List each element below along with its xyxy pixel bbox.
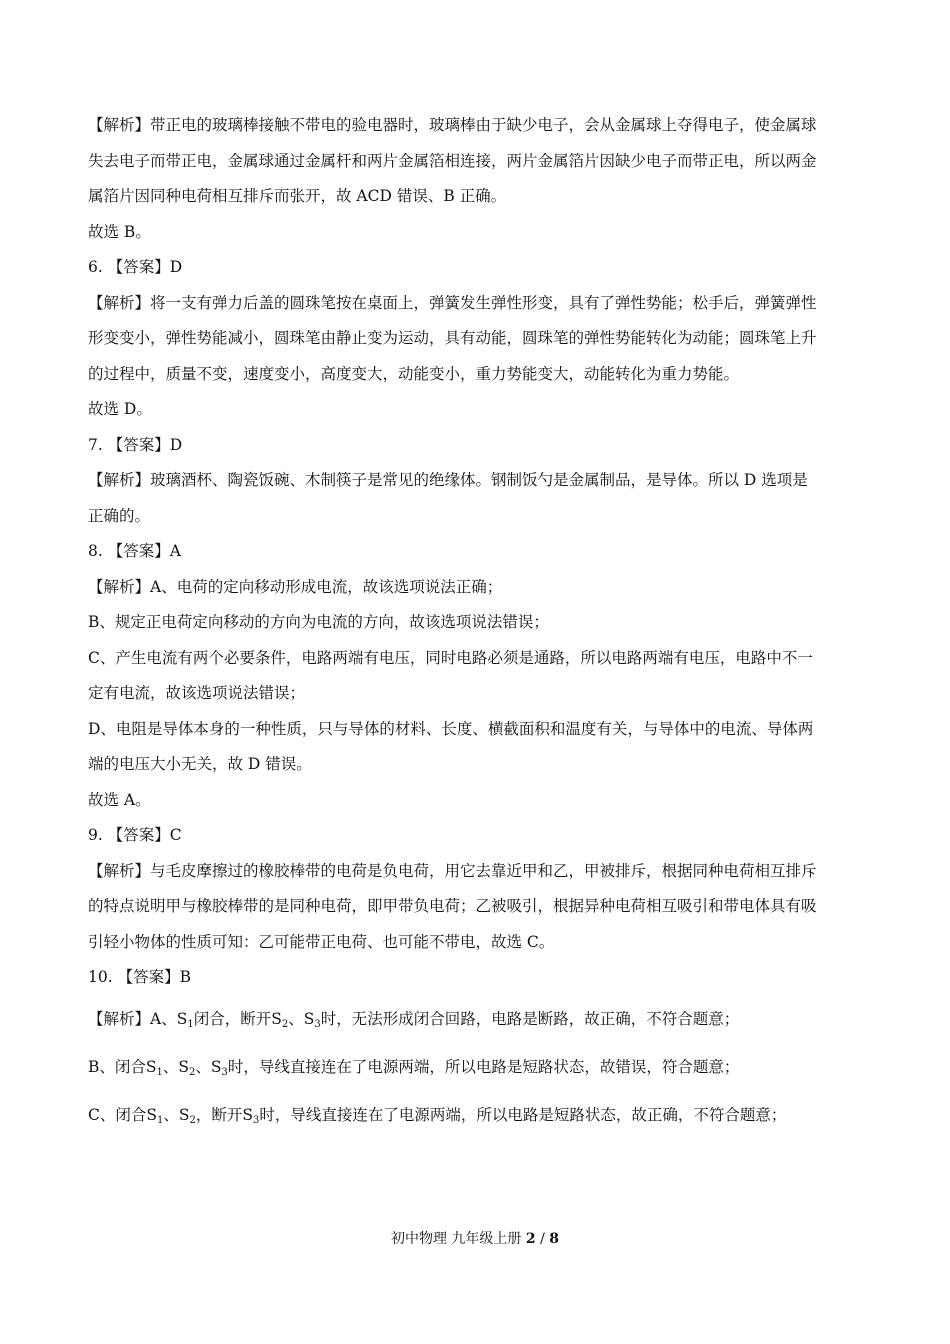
text-line: 故选 D。: [88, 400, 152, 418]
text-line: 的特点说明甲与橡胶棒带的是同种电荷，即甲带负电荷；乙被吸引，根据异种电荷相互吸引和带电体具有吸: [88, 897, 817, 915]
text-line: 故选 A。: [88, 790, 151, 809]
page-separator: /: [535, 1231, 550, 1247]
text-line: 故选 B。: [88, 222, 151, 241]
text-line: 引轻小物体的性质可知：乙可能带正电荷、也可能不带电，故选 C。: [88, 932, 555, 951]
text-line: 【解析】带正电的玻璃棒接触不带电的验电器时，玻璃棒由于缺少电子，会从金属球上夺得电子，使金属球: [88, 116, 817, 134]
text-line: 的过程中，质量不变，速度变小，高度变大，动能变小，重力势能变大，动能转化为重力势能。: [88, 364, 740, 383]
page-total: 8: [549, 1231, 560, 1247]
text-line: 【解析】与毛皮摩擦过的橡胶棒带的电荷是负电荷，用它去靠近甲和乙，甲被排斥，根据同种电荷相互排斥: [88, 861, 817, 880]
text-line: 【解析】玻璃酒杯、陶瓷饭碗、木制筷子是常见的绝缘体。钢制饭勺是金属制品，是导体。所以 D 选项是: [88, 471, 808, 489]
answer-heading: 8. 【答案】A: [88, 542, 181, 560]
answer-heading: 10. 【答案】B: [88, 968, 191, 986]
text-line: 【解析】A、电荷的定向移动形成电流，故该选项说法正确；: [88, 577, 503, 596]
text-line: 失去电子而带正电，金属球通过金属杆和两片金属箔相连接，两片金属箔片因缺少电子而带正电，所以两金: [88, 151, 817, 170]
text-line-q10-a: 【解析】A、$S_1$闭合，断开$S_2$、$S_3$时，无法形成闭合回路，电路是断路，故正确，不符合题意；: [88, 1010, 740, 1030]
text-line: 属箔片因同种电荷相互排斥而张开，故 ACD 错误、B 正确。: [88, 187, 507, 205]
text-line: C、产生电流有两个必要条件，电路两端有电压，同时电路必须是通路，所以电路两端有电压，电路中不一: [88, 648, 813, 667]
page-footer: [0, 1230, 950, 1248]
text-line-q10-c: C、闭合$S_1$、$S_2$，断开$S_3$时，导线直接连在了电源两端，所以电路是短路状态，故正确，不符合题意；: [88, 1106, 787, 1126]
text-line: 正确的。: [88, 506, 151, 525]
answer-heading: 6. 【答案】D: [88, 258, 183, 276]
text-line: B、规定正电荷定向移动的方向为电流的方向，故该选项说法错误；: [88, 613, 549, 631]
document-body: [88, 116, 864, 1130]
text-line: 端的电压大小无关，故 D 错误。: [88, 755, 312, 773]
page-number: 2: [525, 1231, 536, 1247]
text-line-q10-b: B、闭合$S_1$、$S_2$、$S_3$时，导线直接连在了电源两端，所以电路是短路状态，故错误，符合题意；: [88, 1058, 740, 1078]
answer-heading: 9. 【答案】C: [88, 826, 182, 844]
text-line: D、电阻是导体本身的一种性质，只与导体的材料、长度、横截面积和温度有关，与导体中的电流、导体两: [88, 719, 814, 738]
text-line: 【解析】将一支有弹力后盖的圆珠笔按在桌面上，弹簧发生弹性形变，具有了弹性势能；松手后，弹簧弹性: [88, 293, 817, 312]
answer-heading: 7. 【答案】D: [88, 435, 183, 454]
footer-label: 初中物理 九年级上册: [390, 1231, 522, 1247]
text-line: 形变变小，弹性势能减小，圆珠笔由静止变为运动，具有动能，圆珠笔的弹性势能转化为动能；圆珠笔上升: [88, 329, 817, 347]
text-line: 定有电流，故该选项说法错误；: [88, 684, 306, 702]
